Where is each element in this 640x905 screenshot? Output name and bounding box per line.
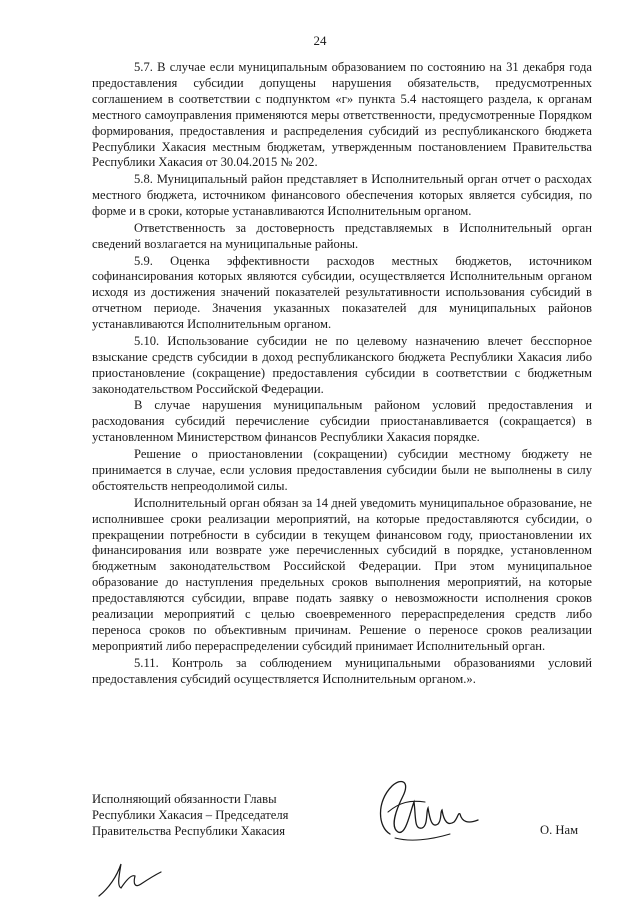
handwritten-initials — [95, 858, 165, 900]
signer-name: О. Нам — [540, 823, 579, 837]
paragraph-5-7: 5.7. В случае если муниципальным образованием по состоянию на 31 декабря года предоставления субсидии допущены нарушения обязательств, предусмотренных соглашением в соответствии с подпунктом «г» пункта 5.4 настоящего раздела, к органам местного самоуправления применяются меры ответственности, предусмотренные Порядком формирования, предоставления и распределения субсидий из республиканского бюджета Республики Хакасия местным бюджетам, утвержденным постановлением Правительства Республики Хакасия от 30.04.2015 № 202. — [92, 60, 592, 170]
signatory-title — [92, 791, 288, 839]
paragraph-5-11: 5.11. Контроль за соблюдением муниципальными образованиями условий предоставления субсидий осуществляется Исполнительным органом.». — [92, 655, 592, 686]
paragraph-5-9: 5.9. Оценка эффективности расходов местных бюджетов, источником софинансирования которых являются субсидии, осуществляется Исполнительным органом исходя из достижения значений показателей результативности использования субсидий в отчетном периоде. Значения указанных показателей для муниципальных районов устанавливаются Исполнительным органом. — [92, 253, 592, 332]
paragraph-5-8: 5.8. Муниципальный район представляет в Исполнительный орган отчет о расходах местного бюджета, источником финансового обеспечения которых является субсидия, по форме и в сроки, которые устанавливаются Исполнительным органом. — [92, 172, 592, 219]
paragraph-violation: В случае нарушения муниципальным районом условий предоставления и расходования субсидий перечисление субсидии приостанавливается (сокращается) в установленном Министерством финансов Республики Хакасия порядке. — [92, 398, 592, 445]
handwritten-signature — [370, 772, 485, 847]
page-number: 24 — [313, 33, 327, 48]
paragraph-5-10: 5.10. Использование субсидии не по целевому назначению влечет бесспорное взыскание средств субсидии в доход республиканского бюджета Республики Хакасия либо приостановление (сокращение) предоставления субсидии в соответствии с бюджетным законодательством Российской Федерации. — [92, 333, 592, 396]
signatory-title-line: Правительства Республики Хакасия — [92, 824, 286, 838]
signatory-title-line: Исполняющий обязанности Главы — [92, 792, 277, 806]
paragraph-responsibility: Ответственность за достоверность представляемых в Исполнительный орган сведений возлагается на муниципальные районы. — [92, 220, 592, 251]
document-body — [92, 60, 592, 688]
signatory-title-line: Республики Хакасия – Председателя — [92, 808, 289, 822]
paragraph-suspension-decision: Решение о приостановлении (сокращении) субсидии местному бюджету не принимается в случае, если условия предоставления субсидии были не выполнены в силу обстоятельств непреодолимой силы. — [92, 447, 592, 493]
paragraph-executive-notification: Исполнительный орган обязан за 14 дней уведомить муниципальное образование, не исполнившее сроки реализации мероприятий, на которые предоставляются субсидии, о прекращении потребности в субсидии в текущем финансовом году, приостановлении их финансирования или возврате уже перечисленных субсидий в порядке, установленном бюджетным законодательством Российской Федерации. При этом муниципальное образование до наступления предельных сроков выполнения мероприятий, на которые предоставляются субсидии, вправе подать заявку о невозможности исполнения сроков реализации мероприятий с целью своевременного перераспределения средств либо переноса сроков по объективным причинам. Решение о переносе сроков реализации мероприятий либо перераспределении субсидий принимает Исполнительный орган. — [92, 495, 592, 653]
